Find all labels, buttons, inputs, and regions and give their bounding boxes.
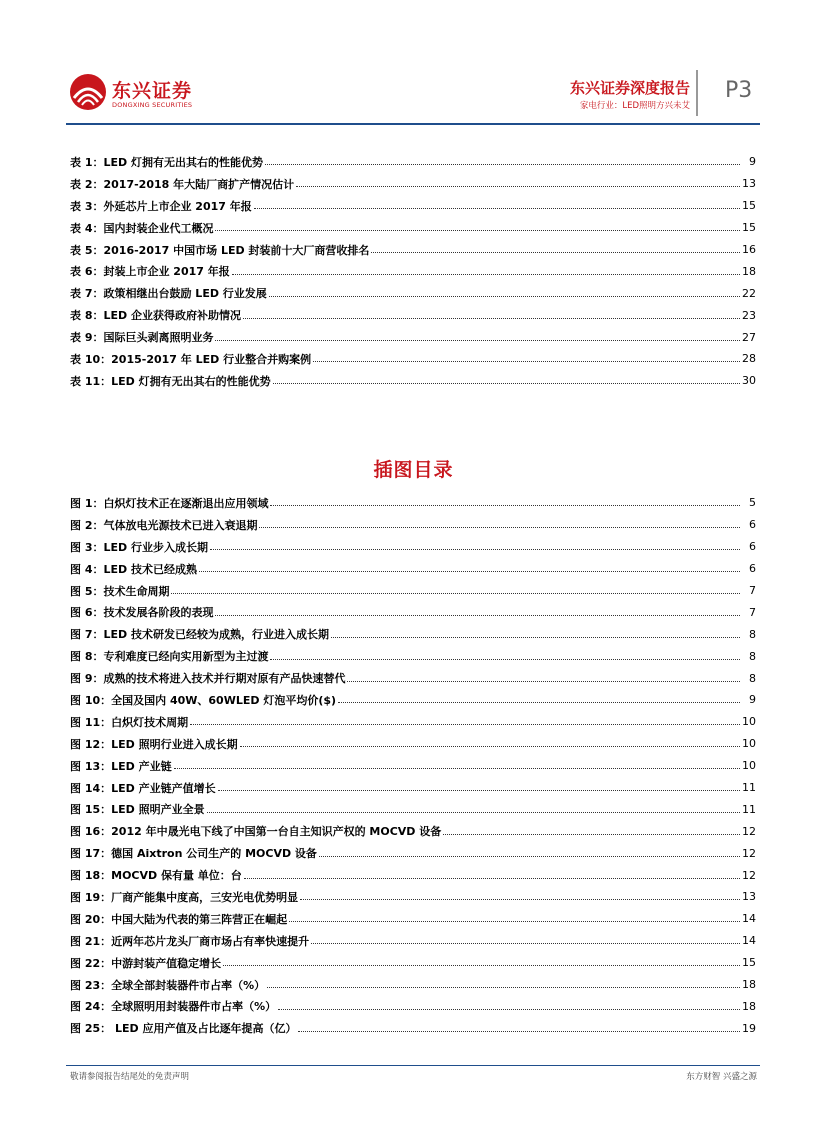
table-index-entry-page: 28 xyxy=(742,352,756,366)
header-divider xyxy=(696,70,698,116)
table-index-entry-label: 表 11：LED 灯拥有无出其右的性能优势 xyxy=(70,374,271,388)
figure-index-entry-label: 图 9：成熟的技术将进入技术并行期对原有产品快速替代 xyxy=(70,672,346,686)
table-index-entry-page: 13 xyxy=(742,177,756,191)
dot-leader xyxy=(311,943,740,944)
figure-index-entry-label: 图 22：中游封装产值稳定增长 xyxy=(70,956,222,970)
figure-index-entry-page: 13 xyxy=(742,890,756,904)
figure-index-entry-page: 6 xyxy=(749,540,756,554)
footer-slogan: 东方财智 兴盛之源 xyxy=(686,1072,757,1082)
dot-leader xyxy=(273,383,740,384)
figure-index-entry-label: 图 19：厂商产能集中度高，三安光电优势明显 xyxy=(70,890,299,904)
table-index-entry-label: 表 3：外延芯片上市企业 2017 年报 xyxy=(70,199,252,213)
page-number: P3 xyxy=(725,78,753,103)
table-index-entry-page: 22 xyxy=(742,286,756,300)
table-index-entry-page: 18 xyxy=(742,264,756,278)
dot-leader xyxy=(300,899,740,900)
figure-index-entry-page: 14 xyxy=(742,912,756,926)
figure-index-entry[interactable] xyxy=(70,601,756,623)
dot-leader xyxy=(270,659,740,660)
table-index-entry[interactable] xyxy=(70,348,756,370)
dot-leader xyxy=(269,296,740,297)
figure-index-entry[interactable] xyxy=(70,930,756,952)
figure-index-entry-page: 8 xyxy=(749,649,756,663)
table-index-entry-label: 表 9：国际巨头剥离照明业务 xyxy=(70,331,214,345)
table-index-entry[interactable] xyxy=(70,151,756,173)
figures-index-title: 插图目录 xyxy=(373,459,454,481)
figure-index-entry-label: 图 11：白炽灯技术周期 xyxy=(70,715,189,729)
figure-index-entry-label: 图 16：2012 年中晟光电下线了中国第一台自主知识产权的 MOCVD 设备 xyxy=(70,825,442,839)
dot-leader xyxy=(289,921,740,922)
logo-mark-icon xyxy=(68,72,110,112)
figure-index-entry-label: 图 25： LED 应用产值及占比逐年提高（亿） xyxy=(70,1022,297,1036)
figure-index-entry-label: 图 12：LED 照明行业进入成长期 xyxy=(70,737,238,751)
table-index-entry-page: 16 xyxy=(742,243,756,256)
table-index-entry-label: 表 8：LED 企业获得政府补助情况 xyxy=(70,309,241,323)
dot-leader xyxy=(443,834,740,835)
figure-index-entry-label: 图 6：技术发展各阶段的表现 xyxy=(70,606,214,620)
figure-index-entry-page: 9 xyxy=(749,693,756,707)
figure-index-entry-page: 18 xyxy=(742,999,756,1013)
figure-index-entry-label: 图 21：近两年芯片龙头厂商市场占有率快速提升 xyxy=(70,934,310,948)
figure-index-entry-page: 18 xyxy=(742,978,756,992)
dot-leader xyxy=(278,1009,740,1010)
figure-index xyxy=(70,492,756,1039)
table-index-entry-label: 表 4：国内封装企业代工概况 xyxy=(70,221,214,235)
figure-index-entry[interactable] xyxy=(70,623,756,645)
figure-index-entry-page: 8 xyxy=(749,671,756,685)
figure-index-entry-page: 6 xyxy=(749,562,756,576)
dot-leader xyxy=(215,340,740,341)
figure-index-entry[interactable] xyxy=(70,667,756,689)
figure-index-entry[interactable] xyxy=(70,733,756,755)
table-index-entry[interactable] xyxy=(70,304,756,326)
dot-leader xyxy=(174,768,740,769)
figure-index-entry[interactable] xyxy=(70,645,756,667)
figure-index-entry-page: 12 xyxy=(742,846,756,860)
table-index-entry-page: 30 xyxy=(742,374,756,388)
dot-leader xyxy=(243,318,740,319)
table-index-entry[interactable] xyxy=(70,282,756,304)
figure-index-entry[interactable] xyxy=(70,908,756,930)
company-logo xyxy=(68,72,208,116)
dot-leader xyxy=(319,856,740,857)
figure-index-entry[interactable] xyxy=(70,777,756,799)
dot-leader xyxy=(347,681,740,682)
figure-index-entry-page: 7 xyxy=(749,584,756,597)
dot-leader xyxy=(171,593,740,594)
figure-index-entry-page: 10 xyxy=(742,737,756,751)
table-index-entry-label: 表 10：2015-2017 年 LED 行业整合并购案例 xyxy=(70,352,312,366)
report-subtitle: 家电行业：LED照明方兴未艾 xyxy=(579,101,690,111)
figure-index-entry-page: 14 xyxy=(742,934,756,948)
dot-leader xyxy=(338,702,740,703)
dot-leader xyxy=(190,724,740,725)
figure-index-entry[interactable] xyxy=(70,886,756,908)
footer-rule xyxy=(66,1065,760,1066)
dot-leader xyxy=(259,527,740,528)
figure-index-entry[interactable] xyxy=(70,1017,756,1039)
figure-index-entry-label: 图 24：全球照明用封装器件市占率（%） xyxy=(70,1000,277,1014)
figure-index-entry-label: 图 2：气体放电光源技术已进入衰退期 xyxy=(70,518,258,532)
table-index-entry-label: 表 5：2016-2017 中国市场 LED 封装前十大厂商营收排名 xyxy=(70,243,370,257)
dot-leader xyxy=(232,274,740,275)
dot-leader xyxy=(331,637,740,638)
dot-leader xyxy=(210,549,740,550)
figure-index-entry-label: 图 13：LED 产业链 xyxy=(70,759,172,773)
figure-index-entry-label: 图 15：LED 照明产业全景 xyxy=(70,803,205,817)
table-index-entry-page: 23 xyxy=(742,308,756,322)
figure-index-entry-page: 6 xyxy=(749,518,756,532)
dot-leader xyxy=(223,965,740,966)
figure-index-entry-page: 12 xyxy=(742,868,756,882)
dot-leader xyxy=(254,208,740,209)
dot-leader xyxy=(371,252,740,253)
report-title: 东兴证券深度报告 xyxy=(569,79,690,97)
table-index-entry[interactable] xyxy=(70,260,756,282)
footer-disclaimer: 敬请参阅报告结尾处的免责声明 xyxy=(70,1072,190,1082)
table-index-entry-page: 15 xyxy=(742,199,756,213)
table-index-entry[interactable] xyxy=(70,195,756,217)
dot-leader xyxy=(215,615,740,616)
figure-index-entry-label: 图 20：中国大陆为代表的第三阵营正在崛起 xyxy=(70,912,288,926)
figure-index-entry-page: 8 xyxy=(749,627,756,641)
table-index-entry[interactable] xyxy=(70,173,756,195)
table-index-entry[interactable] xyxy=(70,217,756,239)
figure-index-entry-label: 图 8：专利难度已经向实用新型为主过渡 xyxy=(70,650,269,664)
figure-index-entry-label: 图 4：LED 技术已经成熟 xyxy=(70,562,197,576)
table-index-entry-label: 表 2：2017-2018 年大陆厂商扩产情况估计 xyxy=(70,177,295,191)
table-index-entry-label: 表 6：封装上市企业 2017 年报 xyxy=(70,265,230,279)
figure-index-entry-label: 图 5：技术生命周期 xyxy=(70,584,170,598)
table-index-entry-page: 27 xyxy=(742,330,756,344)
figure-index-entry-label: 图 17：德国 Aixtron 公司生产的 MOCVD 设备 xyxy=(70,847,317,861)
figure-index-entry-page: 12 xyxy=(742,824,756,838)
figure-index-entry-page: 15 xyxy=(742,956,756,970)
dot-leader xyxy=(199,571,740,572)
figure-index-entry-page: 10 xyxy=(742,759,756,773)
figure-index-entry-label: 图 7：LED 技术研发已经较为成熟，行业进入成长期 xyxy=(70,628,329,642)
dot-leader xyxy=(267,987,740,988)
table-index-entry[interactable] xyxy=(70,326,756,348)
table-index-entry[interactable] xyxy=(70,370,756,392)
figure-index-entry-label: 图 23：全球全部封装器件市占率（%） xyxy=(70,978,266,992)
figure-index-entry-page: 7 xyxy=(749,605,756,619)
dot-leader xyxy=(296,186,740,187)
figure-index-entry[interactable] xyxy=(70,689,756,711)
figure-index-entry[interactable] xyxy=(70,798,756,820)
dot-leader xyxy=(270,505,740,506)
dot-leader xyxy=(298,1031,740,1032)
dot-leader xyxy=(218,790,740,791)
figure-index-entry-page: 19 xyxy=(742,1021,756,1035)
figure-index-entry[interactable] xyxy=(70,580,756,602)
figure-index-entry[interactable] xyxy=(70,995,756,1017)
figure-index-entry[interactable] xyxy=(70,755,756,777)
table-index-entry-label: 表 1：LED 灯拥有无出其右的性能优势 xyxy=(70,155,263,169)
dot-leader xyxy=(313,361,740,362)
figure-index-entry[interactable] xyxy=(70,952,756,974)
figure-index-entry[interactable] xyxy=(70,864,756,886)
table-index-entry[interactable] xyxy=(70,239,756,261)
figure-index-entry[interactable] xyxy=(70,536,756,558)
figure-index-entry-label: 图 10：全国及国内 40W、60WLED 灯泡平均价($) xyxy=(70,693,337,707)
table-index-entry-page: 9 xyxy=(749,155,756,169)
dot-leader xyxy=(215,230,740,231)
figure-index-entry[interactable] xyxy=(70,558,756,580)
figure-index-entry-page: 11 xyxy=(742,802,756,816)
figure-index-entry[interactable] xyxy=(70,820,756,842)
logo-cn-text: 东兴证券 xyxy=(112,80,193,102)
header-rule xyxy=(66,123,760,125)
figure-index-entry[interactable] xyxy=(70,974,756,996)
table-index xyxy=(70,151,756,392)
figure-index-entry-page: 11 xyxy=(742,781,756,795)
figure-index-entry[interactable] xyxy=(70,842,756,864)
figure-index-entry[interactable] xyxy=(70,492,756,514)
table-index-entry-page: 15 xyxy=(742,221,756,235)
dot-leader xyxy=(244,878,740,879)
figure-index-entry[interactable] xyxy=(70,711,756,733)
figure-index-entry[interactable] xyxy=(70,514,756,536)
dot-leader xyxy=(240,746,740,747)
dot-leader xyxy=(265,164,740,165)
figure-index-entry-page: 10 xyxy=(742,715,756,729)
dot-leader xyxy=(207,812,740,813)
figure-index-entry-label: 图 3：LED 行业步入成长期 xyxy=(70,540,208,554)
figure-index-entry-page: 5 xyxy=(749,496,756,510)
figure-index-entry-label: 图 18：MOCVD 保有量 单位：台 xyxy=(70,869,242,883)
logo-en-text: DONGXING SECURITIES xyxy=(112,101,193,109)
table-index-entry-label: 表 7：政策相继出台鼓励 LED 行业发展 xyxy=(70,287,267,301)
figure-index-entry-label: 图 1：白炽灯技术正在逐渐退出应用领域 xyxy=(70,496,269,510)
figure-index-entry-label: 图 14：LED 产业链产值增长 xyxy=(70,781,216,795)
